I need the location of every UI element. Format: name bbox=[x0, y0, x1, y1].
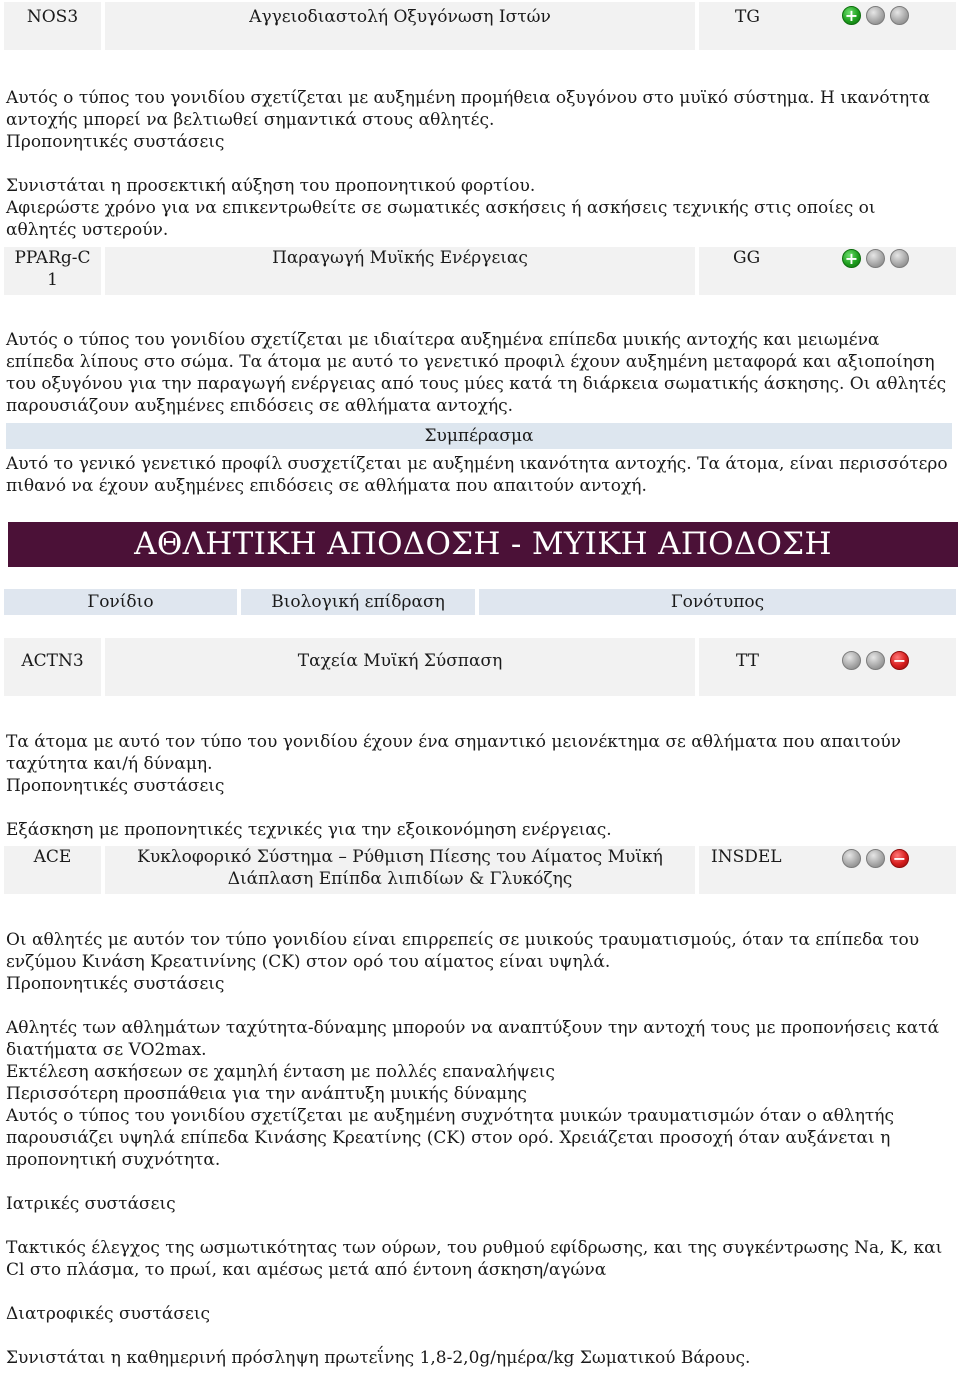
genotype-cell bbox=[699, 638, 956, 696]
nos3-text-block bbox=[6, 87, 951, 241]
neutral-indicator-icon bbox=[866, 6, 885, 25]
gene-name: NOS3 bbox=[26, 7, 79, 27]
gene-name: PPARg-C 1 bbox=[14, 248, 91, 290]
header-genotype: Γονότυπος bbox=[479, 589, 956, 615]
neutral-indicator-icon bbox=[866, 849, 885, 868]
effect-cell bbox=[105, 638, 695, 696]
conclusion-heading bbox=[6, 423, 952, 449]
conclusion-heading-label: Συμπέρασμα bbox=[424, 426, 534, 446]
training-heading: Προπονητικές συστάσεις bbox=[6, 776, 225, 796]
plus-indicator-icon: + bbox=[842, 6, 861, 25]
genotype-value: TT bbox=[736, 651, 759, 671]
effect-cell bbox=[105, 2, 695, 50]
training-recommendation: Περισσότερη προσπάθεια για την ανάπτυξη μυικής δύναμης bbox=[6, 1084, 527, 1104]
section-title: ΑΘΛΗΤΙΚΗ ΑΠΟΔΟΣΗ - ΜΥΙΚΗ ΑΠΟΔΟΣΗ bbox=[8, 522, 958, 567]
effect-text: Παραγωγή Μυϊκής Ενέργειας bbox=[272, 248, 528, 268]
neutral-indicator-icon bbox=[842, 849, 861, 868]
plus-indicator-icon: + bbox=[842, 249, 861, 268]
neutral-indicator-icon bbox=[866, 249, 885, 268]
ace-text-block bbox=[6, 929, 951, 1369]
training-heading: Προπονητικές συστάσεις bbox=[6, 974, 225, 994]
effect-cell bbox=[105, 247, 695, 295]
minus-indicator-icon: − bbox=[890, 651, 909, 670]
neutral-indicator-icon bbox=[866, 651, 885, 670]
training-recommendation: Συνιστάται η προσεκτική αύξηση του προπονητικού φορτίου. bbox=[6, 176, 536, 196]
medical-recommendation: Τακτικός έλεγχος της ωσμωτικότητας των ούρων, του ρυθμού εφίδρωσης, και της συγκέντρωσης Na, K, και Cl στο πλάσμα, το πρωί, και αμέσως μετά από έντονη άσκηση/αγώνα bbox=[6, 1238, 943, 1280]
header-gene: Γονίδιο bbox=[4, 589, 237, 615]
medical-heading: Ιατρικές συστάσεις bbox=[6, 1194, 176, 1214]
neutral-indicator-icon bbox=[890, 249, 909, 268]
pparg-text-block bbox=[6, 329, 951, 417]
actn3-description: Τα άτομα με αυτό τον τύπο του γονιδίου έχουν ένα σημαντικό μειονέκτημα σε αθλήματα που απαιτούν ταχύτητα και/ή δύναμη. bbox=[6, 732, 901, 774]
ace-description: Οι αθλητές με αυτόν τον τύπο γονιδίου είναι επιρρεπείς σε μυικούς τραυματισμούς, όταν τα επίπεδα του ενζύμου Κινάση Κρεατινίνης (CK) στον ορό του αίματος είναι υψηλά. bbox=[6, 930, 920, 972]
conclusion-paragraph: Αυτό το γενικό γενετικό προφίλ συσχετίζεται με αυξημένη ικανότητα αντοχής. Τα άτομα, είναι περισσότερο πιθανό να έχουν αυξημένες επιδόσεις σε αθλήματα που απαιτούν αντοχή. bbox=[6, 454, 948, 496]
indicator-group bbox=[842, 6, 909, 25]
training-recommendation: Αθλητές των αθλημάτων ταχύτητα-δύναμης μπορούν να αναπτύξουν την αντοχή τους με προπονήσεις κατά διατήματα σε VO2max. bbox=[6, 1018, 940, 1060]
gene-cell bbox=[4, 846, 101, 894]
genotype-cell bbox=[699, 846, 956, 894]
indicator-group bbox=[842, 651, 909, 670]
diet-heading: Διατροφικές συστάσεις bbox=[6, 1304, 211, 1324]
genotype-value: TG bbox=[735, 7, 760, 27]
actn3-text-block bbox=[6, 731, 951, 841]
nos3-description: Αυτός ο τύπος του γονιδίου σχετίζεται με αυξημένη προμήθεια οξυγόνου στο μυϊκό σύστημα. Η ικανότητα αντοχής μπορεί να βελτιωθεί σημαντικά στους αθλητές. bbox=[6, 88, 931, 130]
gene-cell bbox=[4, 247, 101, 295]
effect-text: Ταχεία Μυϊκή Σύσπαση bbox=[297, 651, 503, 671]
gene-name: ACE bbox=[33, 847, 72, 867]
gene-cell bbox=[4, 2, 101, 50]
effect-text: Κυκλοφορικό Σύστημα – Ρύθμιση Πίεσης του Αίματος Μυϊκή Διάπλαση Επίπδα λιπιδίων & Γλυκόζης bbox=[137, 847, 663, 889]
training-recommendation: Αυτός ο τύπος του γονιδίου σχετίζεται με αυξημένη συχνότητα μυικών τραυματισμών όταν ο αθλητής παρουσιάζει υψηλά επίπεδα Κινάσης Κρεατίνης (CK) στον ορό. Χρειάζεται προσοχή όταν αυξάνεται η προπονητική συχνότητα. bbox=[6, 1106, 895, 1170]
minus-indicator-icon: − bbox=[890, 849, 909, 868]
conclusion-text bbox=[6, 453, 951, 497]
gene-cell bbox=[4, 638, 101, 696]
genotype-value: GG bbox=[733, 248, 761, 268]
neutral-indicator-icon bbox=[842, 651, 861, 670]
genotype-value: INSDEL bbox=[711, 847, 782, 867]
genotype-cell bbox=[699, 247, 956, 295]
training-recommendation: Εξάσκηση με προπονητικές τεχνικές για την εξοικονόμηση ενέργειας. bbox=[6, 820, 612, 840]
effect-text: Αγγειοδιαστολή Οξυγόνωση Ιστών bbox=[249, 7, 551, 27]
neutral-indicator-icon bbox=[890, 6, 909, 25]
gene-name: ACTN3 bbox=[21, 651, 84, 671]
genotype-cell bbox=[699, 2, 956, 50]
pparg-description: Αυτός ο τύπος του γονιδίου σχετίζεται με ιδιαίτερα αυξημένα επίπεδα μυικής αντοχής και μειωμένα επίπεδα λίπους στο σώμα. Τα άτομα με αυτό το γενετικό προφιλ έχουν αυξημένη μεταφορά και αξιοποίηση του οξυγόνου για την παραγωγή ενέργειας από τους μύες κατά τη διάρκεια σωματικής άσκησης. Οι αθλητές παρουσιάζουν αυξημένες επιδόσεις σε αθλήματα αντοχής. bbox=[6, 330, 947, 416]
training-recommendation: Εκτέλεση ασκήσεων σε χαμηλή ένταση με πολλές επαναλήψεις bbox=[6, 1062, 555, 1082]
indicator-group bbox=[842, 849, 909, 868]
effect-cell bbox=[105, 846, 695, 894]
training-recommendation: Αφιερώστε χρόνο για να επικεντρωθείτε σε σωματικές ασκήσεις ή ασκήσεις τεχνικής στις οποίες οι αθλητές υστερούν. bbox=[6, 198, 876, 240]
training-heading: Προπονητικές συστάσεις bbox=[6, 132, 225, 152]
diet-recommendation: Συνιστάται η καθημερινή πρόσληψη πρωτεΐνης 1,8-2,0g/ημέρα/kg Σωματικού Βάρους. bbox=[6, 1348, 751, 1368]
header-effect: Βιολογική επίδραση bbox=[241, 589, 475, 615]
indicator-group bbox=[842, 249, 909, 268]
